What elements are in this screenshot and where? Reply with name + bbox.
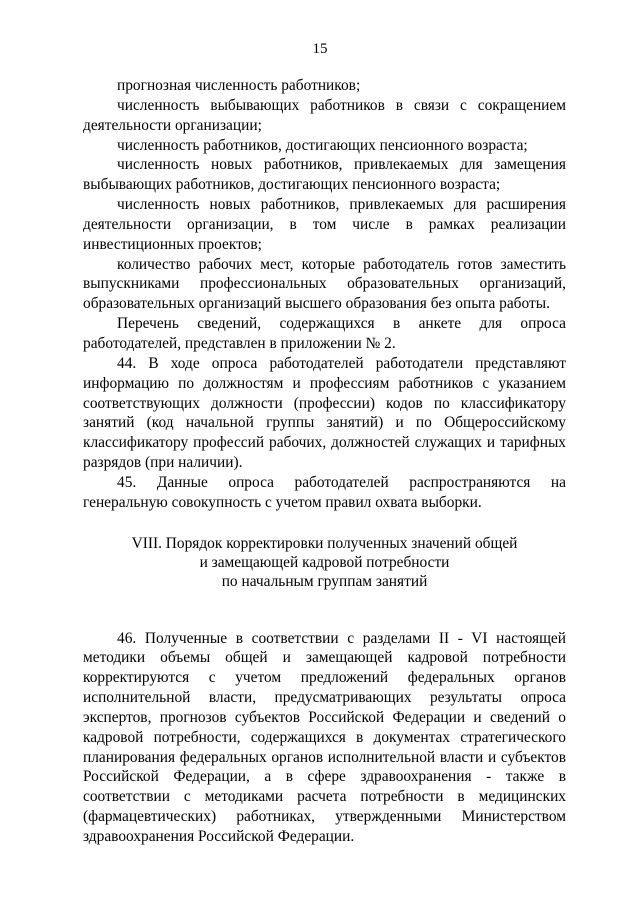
page-number: 15 (312, 41, 328, 57)
paragraph-leaving-workers: численность выбывающих работников в связи с сокращением деятельности организации; (83, 96, 566, 134)
page-content (83, 76, 566, 847)
section-heading-line-3: по начальным группам занятий (221, 572, 428, 590)
paragraph-expansion-workers: численность новых работников, привлекаемых для расширения деятельности организации, в том числе в рамках реализации инвестиционных проектов; (83, 196, 566, 253)
paragraph-forecast-headcount: прогнозная численность работников; (117, 77, 361, 94)
paragraph-graduate-jobs: количество рабочих мест, которые работодатель готов заместить выпускниками профессиональных образовательных организаций, образовательных организаций высшего образования без опыта работы. (83, 255, 566, 313)
paragraph-item-46: 46. Полученные в соответствии с разделами II - VI настоящей методики объемы общей и замещающей кадровой потребности корректируются с учетом предложений федеральных органов исполнительной власти, предусматривающих результаты опроса экспертов, прогнозов субъектов Российской Федерации и сведений о кадровой потребности, содержащихся в документах стратегического планирования федеральных органов исполнительной власти и субъектов Российской Федерации, а в сфере здравоохранения - также в соответствии с методиками расчета потребности в медицинских (фармацевтических) работниках, утвержденными Министерством здравоохранения Российской Федерации. (83, 629, 566, 845)
paragraph-questionnaire-reference: Перечень сведений, содержащихся в анкете для опроса работодателей, представлен в приложении № 2. (83, 315, 566, 352)
paragraph-item-45: 45. Данные опроса работодателей распространяются на генеральную совокупность с учетом правил охвата выборки. (83, 473, 566, 511)
section-heading-line-2: и замещающей кадровой потребности (199, 553, 450, 571)
paragraph-pension-age-workers: численность работников, достигающих пенсионного возраста; (117, 136, 528, 154)
section-heading-line-1: VIII. Порядок корректировки полученных значений общей (131, 534, 518, 552)
paragraph-replacement-workers: численность новых работников, привлекаемых для замещения выбывающих работников, достигающих пенсионного возраста; (83, 156, 566, 194)
paragraph-item-44: 44. В ходе опроса работодателей работодатели представляют информацию по должностям и профессиям работников с указанием соответствующих должности (профессии) кодов по классификатору занятий (код начальной группы занятий) и по Общероссийскому классификатору профессий рабочих, должностей служащих и тарифных разрядов (при наличии). (83, 354, 566, 472)
section-heading (83, 534, 566, 591)
